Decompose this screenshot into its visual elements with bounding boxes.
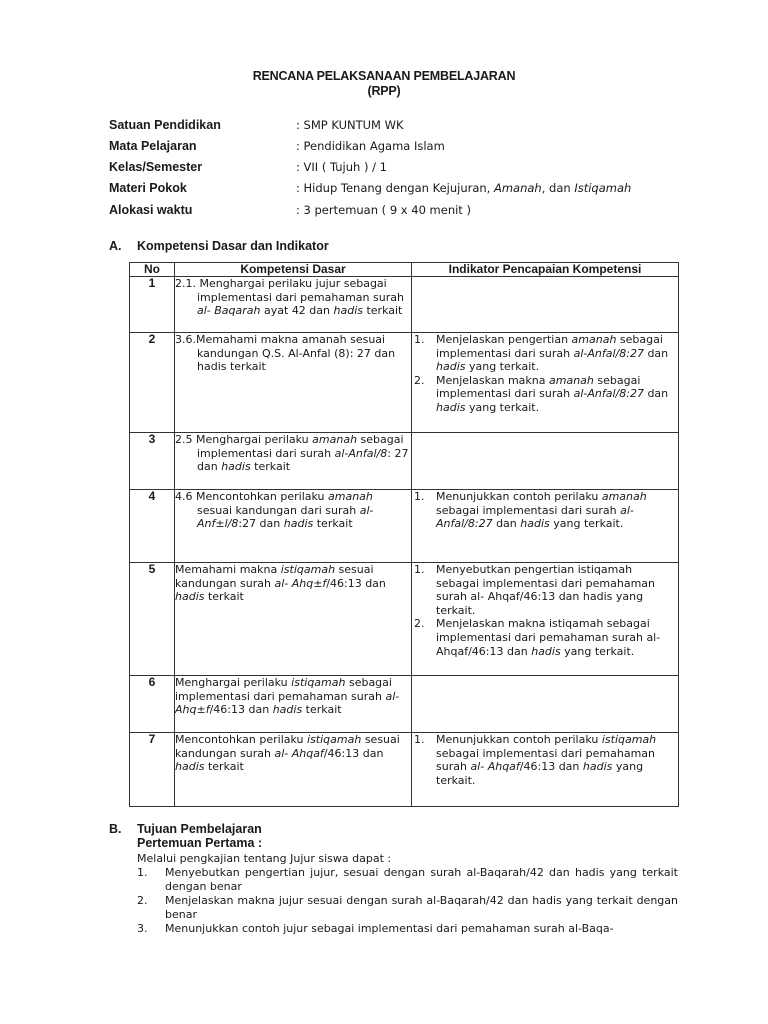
tujuan-list [137, 866, 678, 936]
section-b-subtitle: Pertemuan Pertama : [137, 836, 263, 850]
indikator-item: 2. Menjelaskan makna istiqamah sebagai implementasi dari pemahaman surah al- Ahqaf/46:13 dan hadis yang terkait. [414, 617, 661, 658]
kd-cell: 2.1. Menghargai perilaku jujur sebagai implementasi dari pemahaman surah al- Baqarah ayat 42 dan hadis terkait [175, 277, 412, 333]
section-a-marker: A. [109, 239, 122, 253]
meta-label: Mata Pelajaran [109, 139, 197, 153]
table-row [130, 563, 679, 676]
section-b-title: Tujuan Pembelajaran [137, 822, 262, 836]
row-number: 6 [130, 676, 175, 733]
indikator-item: 1. Menyebutkan pengertian istiqamah sebagai implementasi dari pemahaman surah al- Ahqaf/46:13 dan hadis yang terkait. [414, 563, 656, 617]
indikator-cell [412, 563, 679, 676]
column-header-indikator: Indikator Pencapaian Kompetensi [412, 263, 679, 277]
table-row [130, 490, 679, 563]
indikator-cell [412, 333, 679, 433]
indikator-item: 1. Menunjukkan contoh perilaku amanah sebagai implementasi dari surah al-Anfal/8:27 dan hadis yang terkait. [414, 490, 647, 531]
indikator-item: 1. Menjelaskan pengertian amanah sebagai implementasi dari surah al-Anfal/8:27 dan hadis yang terkait. [414, 333, 669, 374]
meta-label: Alokasi waktu [109, 203, 193, 217]
meta-label: Kelas/Semester [109, 160, 203, 174]
kd-cell: Menghargai perilaku istiqamah sebagai implementasi dari pemahaman surah al- Ahq±f/46:13 dan hadis terkait [175, 676, 412, 733]
tujuan-item: 1. Menyebutkan pengertian jujur, sesuai dengan surah al-Baqarah/42 dan hadis yang terkait dengan benar [137, 866, 678, 893]
tujuan-item: 3. Menunjukkan contoh jujur sebagai implementasi dari pemahaman surah al-Baqa- [137, 922, 614, 935]
indikator-cell [412, 676, 679, 733]
row-number: 1 [130, 277, 175, 333]
section-b-marker: B. [109, 822, 122, 836]
kompetensi-table [129, 262, 679, 807]
meta-value: : Pendidikan Agama Islam [296, 139, 445, 153]
row-number: 2 [130, 333, 175, 433]
table-row [130, 733, 679, 807]
indikator-cell [412, 433, 679, 490]
tujuan-block [137, 852, 678, 936]
row-number: 5 [130, 563, 175, 676]
section-a-title: Kompetensi Dasar dan Indikator [137, 239, 329, 253]
kd-cell: Memahami makna istiqamah sesuai kandungan surah al- Ahq±f/46:13 dan hadis terkait [175, 563, 412, 676]
row-number: 4 [130, 490, 175, 563]
tujuan-intro: Melalui pengkajian tentang Jujur siswa dapat : [137, 852, 392, 865]
indikator-cell [412, 490, 679, 563]
meta-value: : Hidup Tenang dengan Kejujuran, Amanah, dan Istiqamah [296, 181, 632, 195]
meta-label: Satuan Pendidikan [109, 118, 221, 132]
meta-label: Materi Pokok [109, 181, 187, 195]
table-row [130, 277, 679, 333]
column-header-no: No [130, 263, 175, 277]
indikator-item: 2. Menjelaskan makna amanah sebagai implementasi dari surah al-Anfal/8:27 dan hadis yang terkait. [414, 373, 669, 414]
meta-value: : VII ( Tujuh ) / 1 [296, 160, 387, 174]
meta-value: : SMP KUNTUM WK [296, 118, 404, 132]
kd-cell: Mencontohkan perilaku istiqamah sesuai kandungan surah al- Ahqaf/46:13 dan hadis terkait [175, 733, 412, 807]
indikator-cell [412, 277, 679, 333]
indikator-item: 1. Menunjukkan contoh perilaku istiqamah sebagai implementasi dari pemahaman surah al- Ahqaf/46:13 dan hadis yang terkait. [414, 733, 657, 787]
kd-cell: 4.6 Mencontohkan perilaku amanah sesuai kandungan dari surah al-Anf±l/8:27 dan hadis terkait [175, 490, 412, 563]
row-number: 7 [130, 733, 175, 807]
document-subtitle: (RPP) [367, 84, 401, 98]
kd-cell: 2.5 Menghargai perilaku amanah sebagai implementasi dari surah al-Anfal/8: 27 dan hadis terkait [175, 433, 412, 490]
document-title: RENCANA PELAKSANAAN PEMBELAJARAN [252, 69, 516, 83]
indikator-cell [412, 733, 679, 807]
table-row [130, 676, 679, 733]
column-header-kd: Kompetensi Dasar [175, 263, 412, 277]
table-row [130, 433, 679, 490]
kd-cell: 3.6.Memahami makna amanah sesuai kandungan Q.S. Al-Anfal (8): 27 dan hadis terkait [175, 333, 412, 433]
meta-value: : 3 pertemuan ( 9 x 40 menit ) [296, 203, 471, 217]
table-header-row [130, 263, 679, 277]
row-number: 3 [130, 433, 175, 490]
tujuan-item: 2. Menjelaskan makna jujur sesuai dengan surah al-Baqarah/42 dan hadis yang terkait dengan benar [137, 894, 678, 921]
table-row [130, 333, 679, 433]
